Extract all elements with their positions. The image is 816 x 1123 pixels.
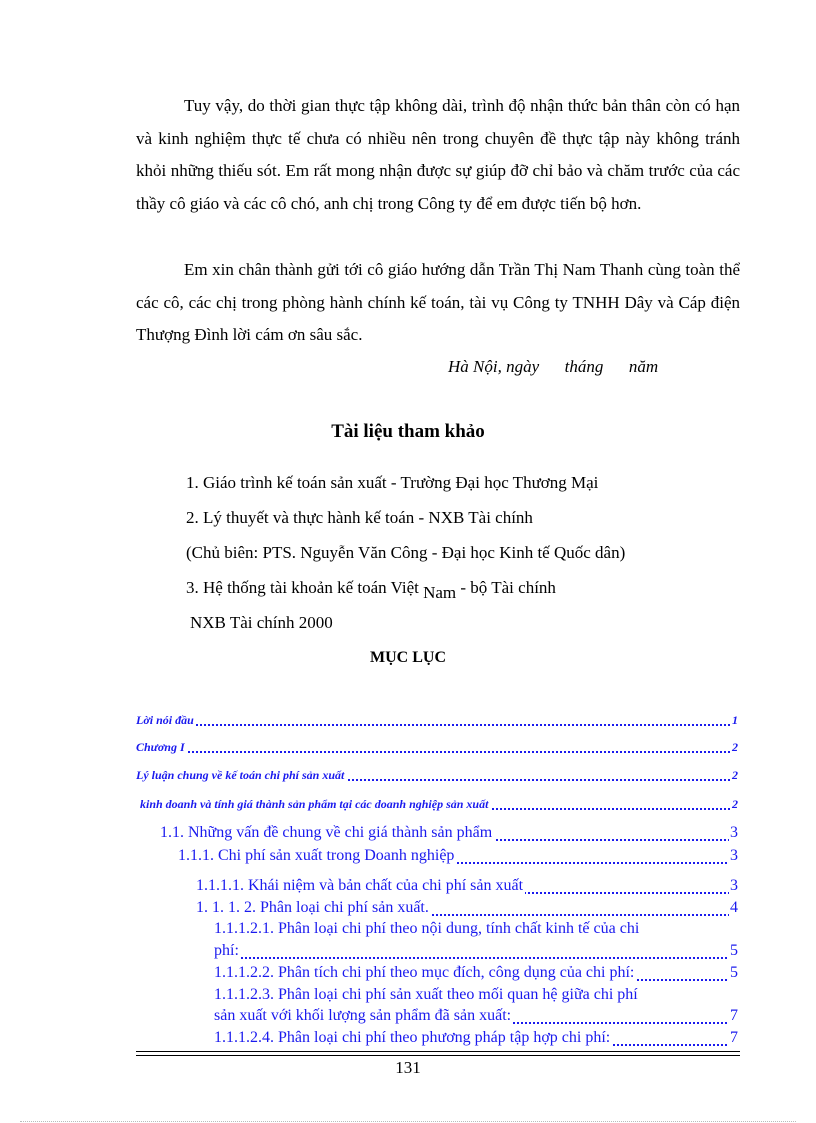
toc-entry-label: sản xuất với khối lượng sản phẩm đã sản xuất: — [214, 1005, 513, 1027]
page-number: 131 — [395, 1058, 421, 1077]
toc-entry[interactable] — [136, 711, 738, 729]
toc-entry[interactable] — [196, 897, 738, 919]
references-heading: Tài liệu tham khảo — [331, 421, 485, 442]
toc-entry-label: 1. 1. 1. 2. Phân loại chi phí sản xuất. — [196, 897, 431, 919]
toc-entry-label: Lời nói đầu — [136, 713, 194, 727]
toc-entry-label: 1.1.1.2.1. Phân loại chi phí theo nội dung, tính chất kinh tế của chi — [214, 918, 641, 940]
toc-entry-page: 3 — [729, 875, 738, 897]
reference-item-3-subscript: Nam — [423, 583, 457, 602]
date-signature-line — [448, 357, 658, 377]
reference-item-2: 2. Lý thuyết và thực hành kế toán - NXB Tài chính — [186, 508, 533, 527]
toc-entry-page: 2 — [732, 768, 738, 782]
reference-item-2-note: (Chủ biên: PTS. Nguyễn Văn Công - Đại học Kinh tế Quốc dân) — [186, 543, 626, 562]
toc-entry[interactable] — [214, 1027, 738, 1049]
toc-entry[interactable] — [140, 795, 738, 813]
toc-entry[interactable] — [178, 845, 738, 867]
reference-item-3-publisher: NXB Tài chính 2000 — [190, 613, 333, 632]
reference-item-3-text: 3. Hệ thống tài khoản kế toán Việt — [186, 578, 419, 597]
toc-entry-label: 1.1.1.2.2. Phân tích chi phí theo mục đích, công dụng của chi phí: — [214, 962, 636, 984]
toc-entry-label: 1.1.1.2.3. Phân loại chi phí sản xuất theo mối quan hệ giữa chi phí — [214, 984, 640, 1006]
body-paragraph-2: Em xin chân thành gửi tới cô giáo hướng dẫn Trần Thị Nam Thanh cùng toàn thể các cô, các chị trong phòng hành chính kế toán, tài vụ Công ty TNHH Dây và Cáp điện Thượng Đình lời cám ơn sâu sắc. — [136, 260, 740, 344]
toc-heading: MỤC LỤC — [370, 649, 446, 666]
toc-entry[interactable] — [136, 738, 738, 756]
toc-entry-label: Lý luận chung về kế toán chi phí sản xuất — [136, 768, 345, 782]
toc-entry[interactable] — [214, 918, 738, 940]
toc-entry-label: 1.1.1.2.4. Phân loại chi phí theo phương pháp tập hợp chi phí: — [214, 1027, 612, 1049]
toc-entry-continued[interactable] — [214, 1005, 738, 1027]
toc-entry-page: 5 — [729, 940, 738, 962]
sign-year: năm — [628, 357, 659, 376]
toc-entry-label: kinh doanh và tính giá thành sản phẩm tại các doanh nghiệp sản xuất — [140, 797, 489, 811]
toc-entry-page: 2 — [732, 740, 738, 754]
toc-entry-page: 3 — [729, 822, 738, 844]
sign-month: tháng — [564, 357, 604, 376]
toc-entry-page: 2 — [732, 797, 738, 811]
toc-entry-label: 1.1. Những vấn đề chung về chi giá thành sản phẩm — [160, 822, 494, 844]
toc-entry-label: phí: — [214, 940, 241, 962]
sign-place: Hà Nội, ngày — [448, 357, 540, 376]
body-paragraph-1: Tuy vậy, do thời gian thực tập không dài, trình độ nhận thức bản thân còn có hạn và kinh nghiệm thực tế chưa có nhiều nên trong chuyên đề thực tập này không tránh khỏi những thiếu sót. Em rất mong nhận được sự giúp đỡ chỉ bảo và chăm trước của các thầy cô giáo và các cô chó, anh chị trong Công ty để em được tiến bộ hơn. — [136, 96, 740, 213]
toc-entry-page: 4 — [729, 897, 738, 919]
toc-entry[interactable] — [160, 822, 738, 844]
toc-entry[interactable] — [214, 984, 738, 1006]
toc-entry-page: 7 — [729, 1005, 738, 1027]
toc-entry-page: 1 — [732, 713, 738, 727]
toc-entry-label: 1.1.1. Chi phí sản xuất trong Doanh nghiệp — [178, 845, 456, 867]
reference-item-3-tail: - bộ Tài chính — [460, 578, 556, 597]
toc-entry-label: 1.1.1.1. Khái niệm và bản chất của chi phí sản xuất — [196, 875, 525, 897]
page-edge-dotted-line — [20, 1121, 796, 1122]
reference-item-1: 1. Giáo trình kế toán sản xuất - Trường Đại học Thương Mại — [186, 473, 599, 492]
toc-entry[interactable] — [136, 766, 738, 784]
toc-entry-page: 5 — [729, 962, 738, 984]
toc-entry-page: 7 — [729, 1027, 738, 1049]
toc-entry[interactable] — [196, 875, 738, 897]
toc-entry-continued[interactable] — [214, 940, 738, 962]
toc-entry[interactable] — [214, 962, 738, 984]
footer-rule-bottom — [136, 1055, 740, 1056]
footer-rule-top — [136, 1051, 740, 1052]
toc-entry-label: Chương I — [136, 740, 185, 754]
reference-item-3 — [186, 578, 556, 602]
toc-entry-page: 3 — [729, 845, 738, 867]
